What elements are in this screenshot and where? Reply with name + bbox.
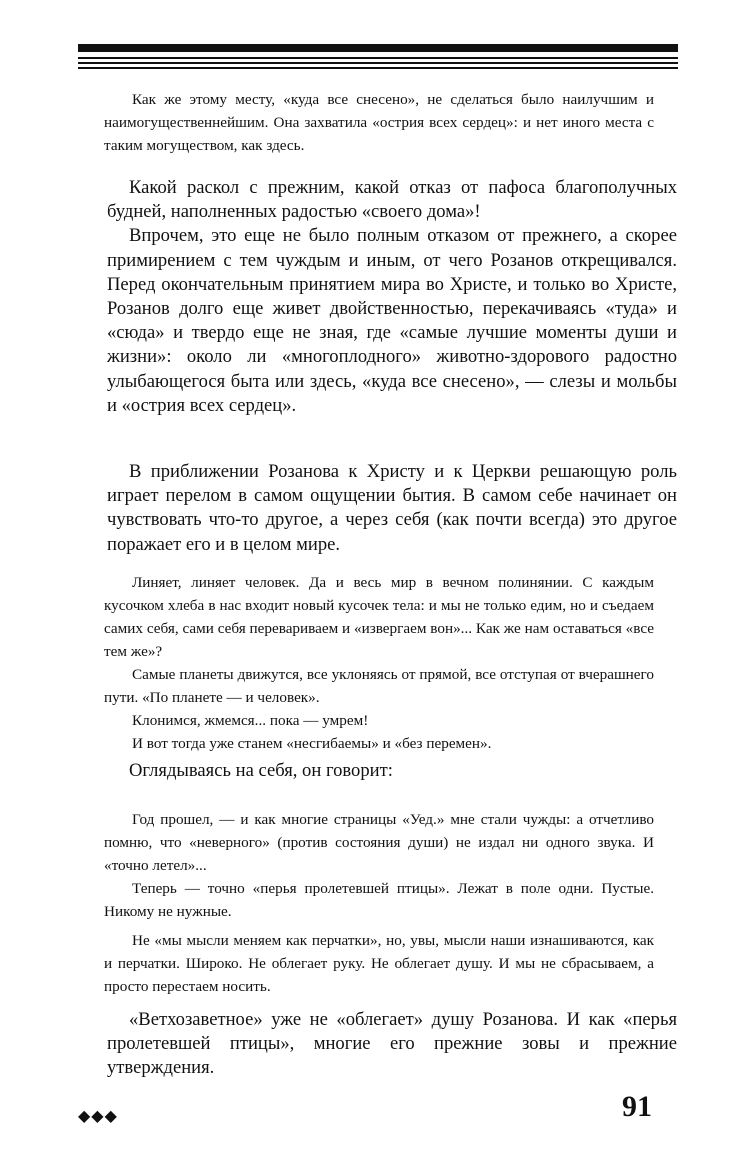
header-rule-thick: [78, 44, 678, 52]
header-rule-thin: [78, 62, 678, 64]
footer-ornament: ◆◆◆: [78, 1108, 118, 1125]
quote-paragraph: Линяет, линяет человек. Да и весь мир в вечном полинянии. С каждым кусочком хлеба в нас входит новый кусочек тела: и мы не только едим, но и съедаем самих себя, сами себя перевариваем и «извергаем вон»... Как же нам оставаться «все тем же»?: [104, 574, 654, 660]
quote-paragraph: Не «мы мысли меняем как перчатки», но, увы, мысли наши изнашиваются, как и перчатки. Широко. Не облегает руку. Не облегает душу. И мы не сбрасываем, а просто перестаем носить.: [104, 932, 654, 995]
quote-paragraph: Теперь — точно «перья пролетевшей птицы». Лежат в поле одни. Пустые. Никому не нужные.: [104, 880, 654, 920]
body-block-1: [107, 176, 677, 418]
body-paragraph: Впрочем, это еще не было полным отказом от прежнего, а скорее примирением с тем чуждым и иным, от чего Розанов открещивался. Перед окончательным принятием мира во Христе, и только во Христе, Розанов долго еще живет двойственностью, перекачиваясь «туда» и «сюда» и твердо еще не зная, где «самые лучшие моменты души и жизни»: около ли «многоплодного» животно-здорового радостно улыбающегося быта или здесь, «куда все снесено», — слезы и мольбы и «острия всех сердец».: [107, 225, 677, 416]
body-paragraph: В приближении Розанова к Христу и к Церкви решающую роль играет перелом в самом ощущении бытия. В самом себе начинает он чувствовать что-то другое, а через себя (как почти всегда) это другое поражает его и в целом мире.: [107, 461, 677, 555]
page-number: 91: [622, 1090, 652, 1123]
header-rule-thin: [78, 57, 678, 59]
quote-block-2: [104, 571, 654, 755]
quote-paragraph: Год прошел, — и как многие страницы «Уед.» мне стали чужды: а отчетливо помню, что «неверного» (против состояния души) не издал ни одного звука. И «точно летел»...: [104, 811, 654, 874]
body-paragraph: Какой раскол с прежним, какой отказ от пафоса благополучных будней, наполненных радостью «своего дома»!: [107, 177, 677, 223]
quote-block-1: [104, 88, 654, 157]
body-paragraph-single: Оглядываясь на себя, он говорит:: [129, 760, 393, 781]
body-paragraph: «Ветхозаветное» уже не «облегает» душу Розанова. И как «перья пролетевшей птицы», многие его прежние зовы и прежние утверждения.: [107, 1009, 677, 1079]
body-block-2: [107, 460, 677, 557]
quote-paragraph: Самые планеты движутся, все уклоняясь от прямой, все отступая от вчерашнего пути. «По планете — и человек».: [104, 666, 654, 706]
quote-paragraph: Как же этому месту, «куда все снесено», не сделаться было наилучшим и наимогущественнейшим. Она захватила «острия всех сердец»: и нет иного места с таким могуществом, как здесь.: [104, 91, 654, 154]
quote-block-3: [104, 808, 654, 998]
header-rule-thin: [78, 67, 678, 69]
quote-paragraph: Клонимся, жмемся... пока — умрем!: [132, 712, 369, 729]
body-block-3: [107, 1008, 677, 1081]
quote-paragraph: И вот тогда уже станем «несгибаемы» и «без перемен».: [132, 735, 492, 752]
